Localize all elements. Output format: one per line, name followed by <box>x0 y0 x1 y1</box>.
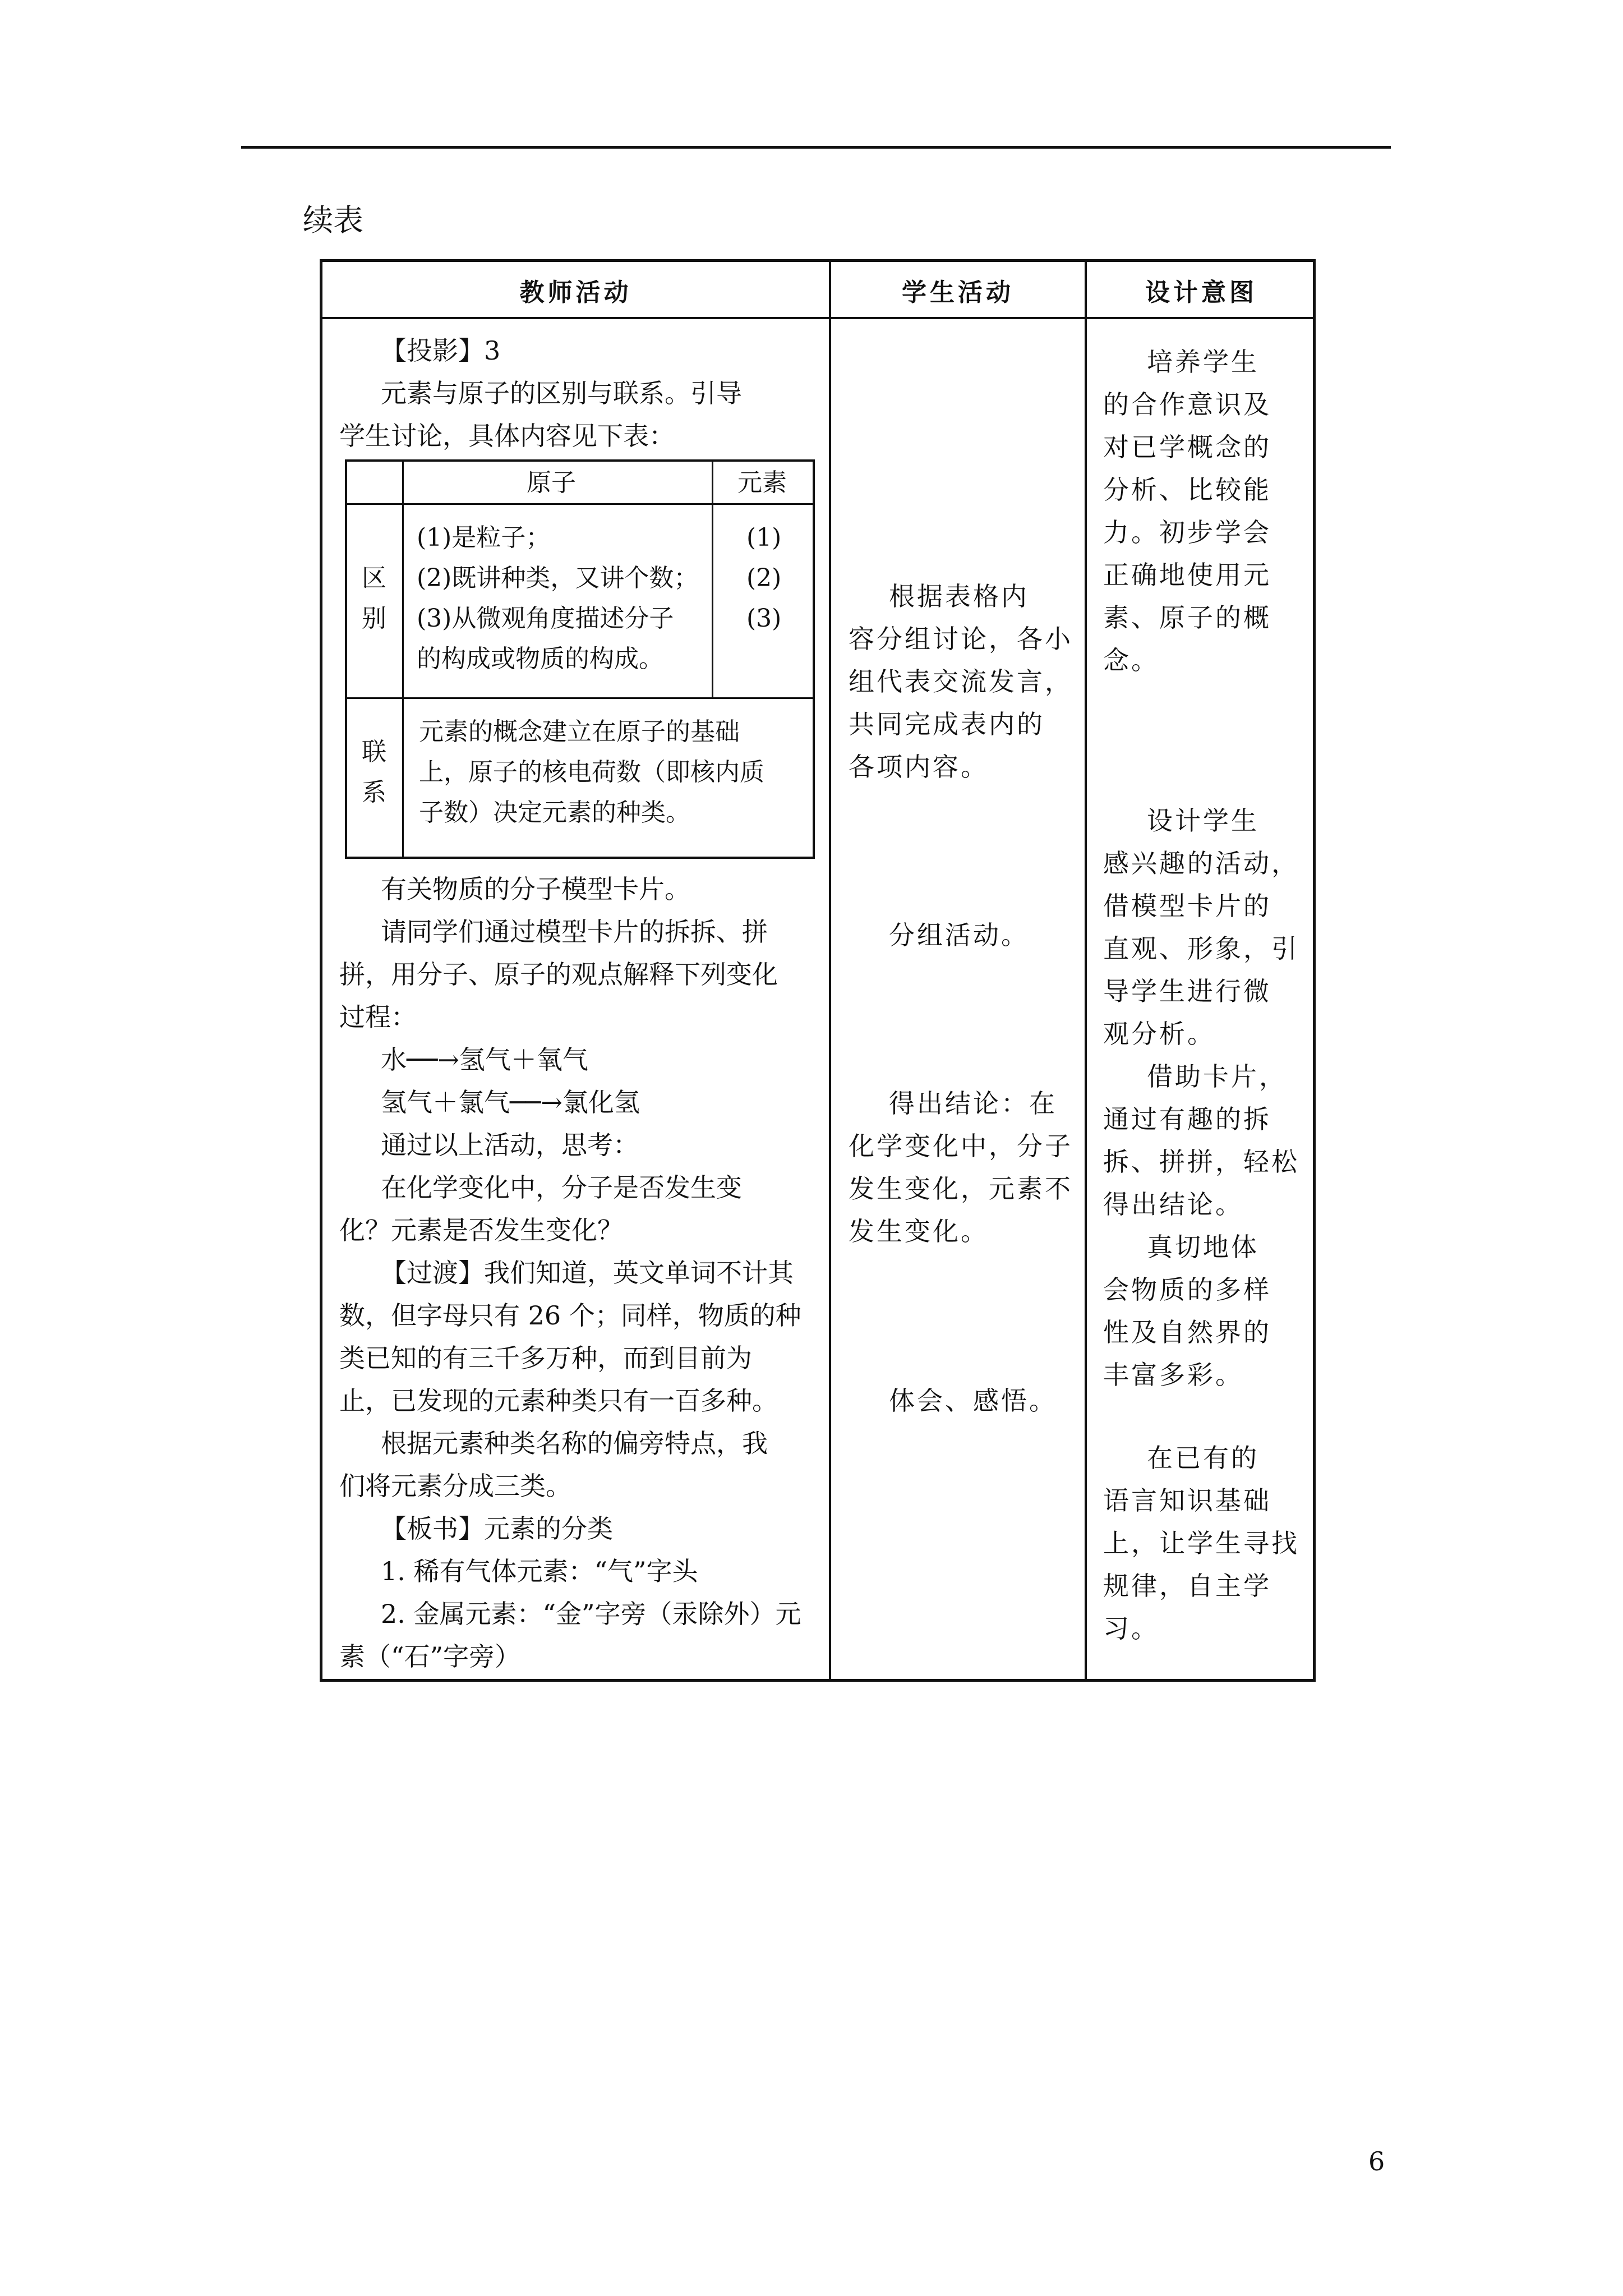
element-item: (3) <box>746 604 782 633</box>
design-text: 丰富多彩。 <box>1103 1360 1243 1390</box>
atom-item: (3)从微观角度描述分子 <box>417 604 674 633</box>
teacher-text: 在化学变化中，分子是否发生变 <box>381 1172 742 1203</box>
row-label-relation: 系 <box>362 778 386 807</box>
teacher-text: 学生讨论，具体内容见下表： <box>339 421 675 451</box>
teacher-text: 过程： <box>339 1002 417 1032</box>
header-teacher-activity: 教师活动 <box>519 278 632 307</box>
teacher-text: 请同学们通过模型卡片的拆拆、拼 <box>381 917 768 947</box>
design-text: 观分析。 <box>1103 1019 1215 1049</box>
relation-text: 上，原子的核电荷数（即核内质 <box>419 758 764 786</box>
design-text: 借模型卡片的 <box>1103 891 1271 921</box>
comparison-table <box>345 459 815 859</box>
inner-divider <box>712 462 713 697</box>
design-text: 的合作意识及 <box>1103 389 1271 420</box>
design-text: 导学生进行微 <box>1103 976 1271 1006</box>
element-item: (1) <box>746 523 782 552</box>
design-text: 性及自然界的 <box>1103 1317 1271 1347</box>
header-rule <box>241 146 1391 149</box>
design-text: 借助卡片， <box>1147 1061 1287 1092</box>
row-label-difference: 区 <box>362 564 386 592</box>
design-text: 念。 <box>1103 645 1159 675</box>
col-header-element: 元素 <box>737 468 787 497</box>
reaction-water: 水──→氢气＋氧气 <box>381 1045 588 1075</box>
design-text: 会物质的多样 <box>1103 1274 1271 1305</box>
design-text: 设计学生 <box>1147 806 1259 836</box>
design-text: 感兴趣的活动， <box>1103 848 1299 878</box>
reaction-hcl: 氢气＋氯气──→氯化氢 <box>381 1087 640 1117</box>
student-text: 体会、感悟。 <box>889 1386 1057 1416</box>
teacher-text: 根据元素种类名称的偏旁特点，我 <box>381 1428 768 1458</box>
teacher-text: 有关物质的分子模型卡片。 <box>381 874 690 904</box>
teacher-text: 拼，用分子、原子的观点解释下列变化 <box>339 959 778 990</box>
student-text: 分组活动。 <box>889 920 1029 950</box>
student-text: 根据表格内 <box>889 581 1029 611</box>
student-text: 得出结论：在 <box>889 1088 1057 1119</box>
col-header-atom: 原子 <box>527 468 576 497</box>
design-text: 素、原子的概 <box>1103 602 1271 633</box>
inner-divider <box>347 697 813 699</box>
design-text: 分析、比较能 <box>1103 475 1271 505</box>
atom-item: 的构成或物质的构成。 <box>417 645 663 673</box>
row-label-difference: 别 <box>362 604 386 633</box>
teacher-text: 止，已发现的元素种类只有一百多种。 <box>339 1386 778 1416</box>
column-divider <box>829 262 831 1679</box>
design-text: 在已有的 <box>1147 1443 1259 1473</box>
classification-item: 素（“石”字旁） <box>339 1641 521 1672</box>
atom-item: (1)是粒子； <box>417 523 551 552</box>
student-text: 组代表交流发言， <box>849 666 1073 697</box>
column-divider <box>1085 262 1087 1679</box>
design-text: 对已学概念的 <box>1103 432 1271 462</box>
classification-item: 2. 金属元素：“金”字旁（汞除外）元 <box>381 1599 801 1629</box>
design-text: 习。 <box>1103 1613 1159 1644</box>
design-text: 培养学生 <box>1147 347 1259 377</box>
projection-label: 【投影】3 <box>381 335 501 366</box>
relation-text: 子数）决定元素的种类。 <box>419 798 690 827</box>
atom-item: (2)既讲种类，又讲个数； <box>417 564 699 592</box>
page-number: 6 <box>1368 2146 1385 2177</box>
relation-text: 元素的概念建立在原子的基础 <box>419 717 740 746</box>
teacher-text: 类已知的有三千多万种，而到目前为 <box>339 1343 752 1373</box>
transition-label: 【过渡】我们知道，英文单词不计其 <box>381 1258 794 1288</box>
design-text: 真切地体 <box>1147 1232 1259 1262</box>
teacher-text: 元素与原子的区别与联系。引导 <box>381 378 742 408</box>
header-design-intent: 设计意图 <box>1145 278 1257 307</box>
element-item: (2) <box>746 564 782 592</box>
board-label: 【板书】元素的分类 <box>381 1513 613 1544</box>
inner-divider <box>347 503 813 505</box>
design-text: 规律，自主学 <box>1103 1571 1271 1601</box>
design-text: 正确地使用元 <box>1103 560 1271 590</box>
inner-divider <box>402 462 404 857</box>
student-text: 化学变化中，分子 <box>849 1131 1073 1161</box>
teacher-text: 通过以上活动，思考： <box>381 1130 639 1160</box>
design-text: 通过有趣的拆 <box>1103 1104 1271 1134</box>
design-text: 语言知识基础 <box>1103 1485 1271 1516</box>
classification-item: 1. 稀有气体元素：“气”字头 <box>381 1556 698 1586</box>
student-text: 发生变化，元素不 <box>849 1174 1073 1204</box>
student-text: 共同完成表内的 <box>849 709 1045 739</box>
design-text: 得出结论。 <box>1103 1189 1243 1220</box>
teacher-text: 们将元素分成三类。 <box>339 1471 571 1501</box>
lesson-table <box>320 259 1316 1682</box>
teacher-text: 化？元素是否发生变化？ <box>339 1215 623 1245</box>
teacher-text: 数，但字母只有 26 个；同样，物质的种 <box>339 1300 801 1331</box>
design-text: 拆、拼拼，轻松 <box>1103 1147 1299 1177</box>
design-text: 力。初步学会 <box>1103 517 1271 547</box>
design-text: 上，让学生寻找 <box>1103 1528 1299 1558</box>
continuation-label: 续表 <box>303 203 363 238</box>
student-text: 容分组讨论，各小 <box>849 624 1073 654</box>
row-label-relation: 联 <box>362 738 386 766</box>
student-text: 各项内容。 <box>849 752 989 782</box>
header-student-activity: 学生活动 <box>902 278 1014 307</box>
design-text: 直观、形象，引 <box>1103 933 1299 964</box>
student-text: 发生变化。 <box>849 1216 989 1246</box>
